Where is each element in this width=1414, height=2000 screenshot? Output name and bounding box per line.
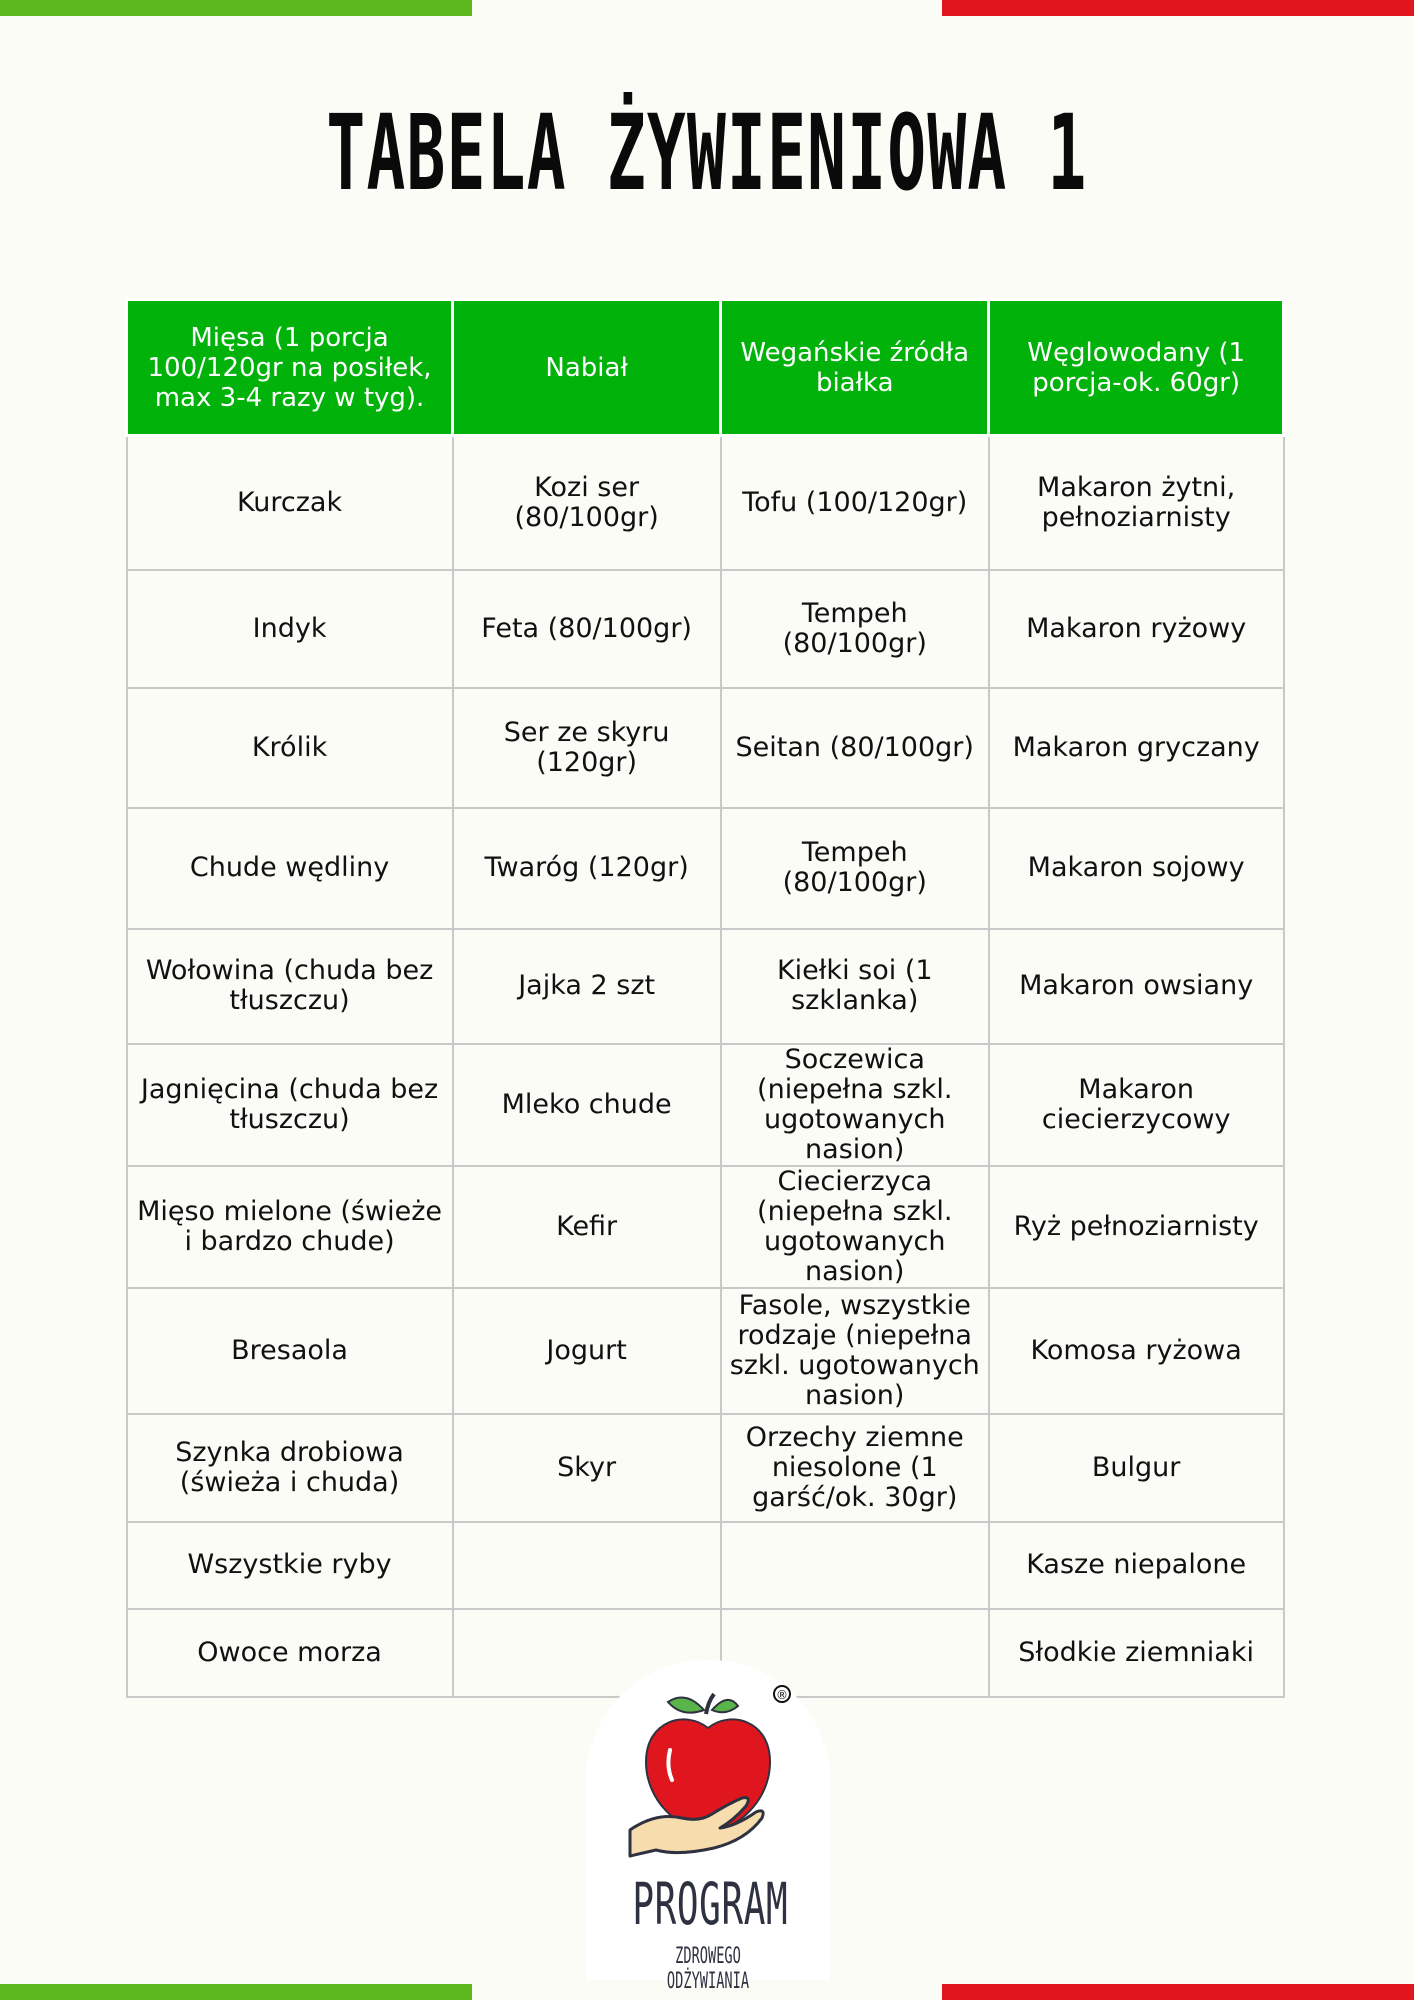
table-row — [127, 1522, 1284, 1609]
bottom-red-bar — [942, 1984, 1414, 2000]
nutrition-table — [125, 298, 1285, 1698]
table-cell: Owoce morza — [127, 1609, 453, 1697]
table-cell: Ryż pełnoziarnisty — [989, 1166, 1284, 1288]
table-cell: Jajka 2 szt — [453, 929, 721, 1044]
registered-mark: ® — [776, 1688, 788, 1702]
table-cell: Komosa ryżowa — [989, 1288, 1284, 1414]
table-cell: Makaron gryczany — [989, 688, 1284, 808]
logo-name: PROGRAM — [632, 1870, 789, 1938]
table-cell: Ser ze skyru (120gr) — [453, 688, 721, 808]
table-cell: Wszystkie ryby — [127, 1522, 453, 1609]
table-row — [127, 1044, 1284, 1166]
header-dairy: Nabiał — [453, 300, 721, 436]
table-cell: Kefir — [453, 1166, 721, 1288]
table-cell: Kozi ser (80/100gr) — [453, 436, 721, 570]
table-cell: Chude wędliny — [127, 808, 453, 929]
table-cell: Fasole, wszystkie rodzaje (niepełna szkl. ugotowanych nasion) — [721, 1288, 989, 1414]
table-cell: Skyr — [453, 1414, 721, 1522]
table-cell: Mięso mielone (świeże i bardzo chude) — [127, 1166, 453, 1288]
table-cell: Ciecierzyca (niepełna szkl. ugotowanych nasion) — [721, 1166, 989, 1288]
table-cell: Bulgur — [989, 1414, 1284, 1522]
table-row — [127, 688, 1284, 808]
table-row — [127, 1166, 1284, 1288]
table-cell: Tempeh (80/100gr) — [721, 808, 989, 929]
table-cell: Kurczak — [127, 436, 453, 570]
bottom-green-bar — [0, 1984, 472, 2000]
table-cell: Słodkie ziemniaki — [989, 1609, 1284, 1697]
top-red-bar — [942, 0, 1414, 16]
table-cell: Twaróg (120gr) — [453, 808, 721, 929]
table-row — [127, 929, 1284, 1044]
table-cell: Jogurt — [453, 1288, 721, 1414]
table-cell — [721, 1522, 989, 1609]
table-cell: Indyk — [127, 570, 453, 688]
table-cell: Bresaola — [127, 1288, 453, 1414]
header-meat: Mięsa (1 porcja 100/120gr na posiłek, max 3-4 razy w tyg). — [127, 300, 453, 436]
table-cell: Soczewica (niepełna szkl. ugotowanych nasion) — [721, 1044, 989, 1166]
table-row — [127, 570, 1284, 688]
table-cell: Makaron owsiany — [989, 929, 1284, 1044]
table-cell: Tempeh (80/100gr) — [721, 570, 989, 688]
top-green-bar — [0, 0, 472, 16]
table-cell: Makaron ryżowy — [989, 570, 1284, 688]
header-vegan-protein: Wegańskie źródła białka — [721, 300, 989, 436]
table-row — [127, 808, 1284, 929]
logo — [586, 1660, 830, 1994]
table-cell: Makaron żytni, pełnoziarnisty — [989, 436, 1284, 570]
table-cell — [453, 1522, 721, 1609]
table-row — [127, 436, 1284, 570]
table-cell: Makaron sojowy — [989, 808, 1284, 929]
table-cell: Feta (80/100gr) — [453, 570, 721, 688]
table-cell: Szynka drobiowa (świeża i chuda) — [127, 1414, 453, 1522]
table-header-row — [127, 300, 1284, 436]
table-cell: Kiełki soi (1 szklanka) — [721, 929, 989, 1044]
logo-subtitle: ZDROWEGO ODŻYWIANIA — [666, 1944, 750, 1994]
table-cell: Jagnięcina (chuda bez tłuszczu) — [127, 1044, 453, 1166]
page-title: TABELA ŻYWIENIOWA 1 — [326, 92, 1088, 214]
apple-in-hand-icon — [616, 1680, 800, 1870]
table-cell: Mleko chude — [453, 1044, 721, 1166]
table-cell: Królik — [127, 688, 453, 808]
table-cell: Kasze niepalone — [989, 1522, 1284, 1609]
table-cell: Orzechy ziemne niesolone (1 garść/ok. 30gr) — [721, 1414, 989, 1522]
header-carbs: Węglowodany (1 porcja-ok. 60gr) — [989, 300, 1284, 436]
table-cell: Tofu (100/120gr) — [721, 436, 989, 570]
table-row — [127, 1414, 1284, 1522]
table-cell: Seitan (80/100gr) — [721, 688, 989, 808]
table-cell: Makaron ciecierzycowy — [989, 1044, 1284, 1166]
table-row — [127, 1288, 1284, 1414]
table-cell: Wołowina (chuda bez tłuszczu) — [127, 929, 453, 1044]
